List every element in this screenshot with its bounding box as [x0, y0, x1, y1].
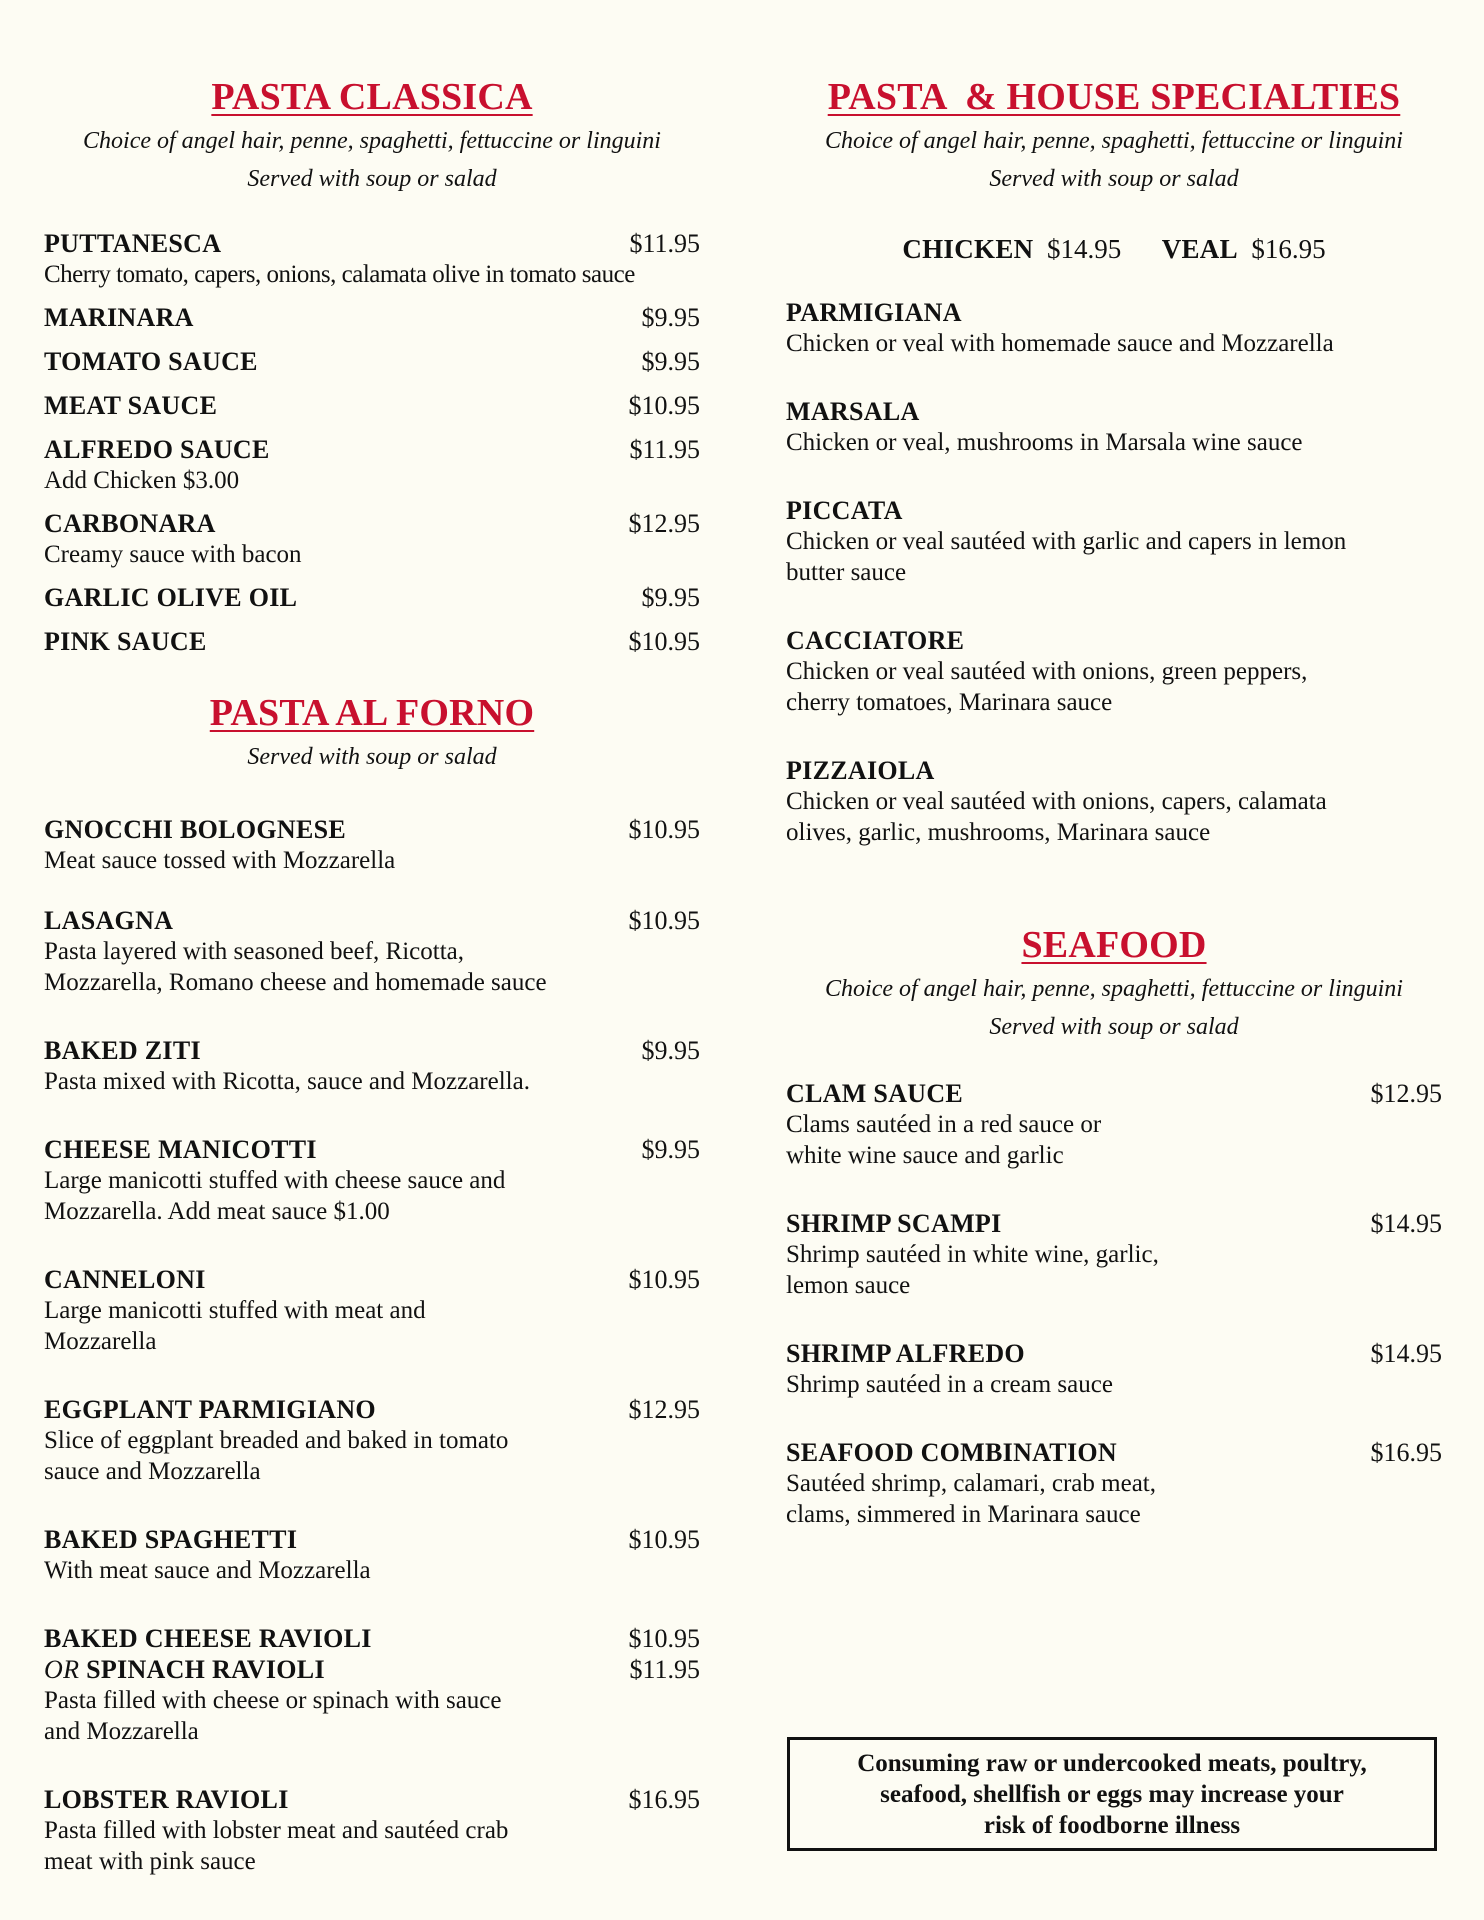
- item-price: $9.95: [641, 347, 700, 376]
- pasta-classica-item: [44, 346, 700, 377]
- pasta-al-forno-item: [44, 1035, 700, 1097]
- item-description: sauce and Mozzarella: [44, 1458, 261, 1485]
- item-price: $9.95: [641, 303, 700, 332]
- house-specialty-item: [786, 297, 1442, 359]
- seafood-subtitle-served: Served with soup or salad: [989, 1014, 1239, 1040]
- seafood-header: [786, 922, 1442, 1046]
- item-name: SHRIMP SCAMPI: [786, 1209, 1002, 1238]
- seafood-item: [786, 1208, 1442, 1301]
- pasta-al-forno-subtitle: Served with soup or salad: [247, 744, 497, 770]
- item-price: $11.95: [629, 1655, 700, 1684]
- chicken-price: $14.95: [1046, 234, 1122, 264]
- pasta-classica-subtitle-choice: Choice of angel hair, penne, spaghetti, fettuccine or linguini: [83, 128, 661, 154]
- item-name: CHEESE MANICOTTI: [44, 1135, 317, 1164]
- item-name: GARLIC OLIVE OIL: [44, 583, 298, 612]
- pasta-al-forno-item: [44, 1623, 700, 1747]
- item-description: Meat sauce tossed with Mozzarella: [44, 847, 396, 874]
- item-name: BAKED SPAGHETTI: [44, 1525, 298, 1554]
- pasta-classica-item: [44, 228, 700, 290]
- house-specialties-subtitle-choice: Choice of angel hair, penne, spaghetti, fettuccine or linguini: [825, 128, 1403, 154]
- item-description: Chicken or veal with homemade sauce and Mozzarella: [786, 330, 1334, 357]
- item-description: clams, simmered in Marinara sauce: [786, 1501, 1141, 1528]
- item-description: Slice of eggplant breaded and baked in tomato: [44, 1427, 509, 1454]
- item-description: white wine sauce and garlic: [786, 1142, 1064, 1169]
- item-price: $10.95: [628, 627, 700, 656]
- item-name: EGGPLANT PARMIGIANO: [44, 1395, 376, 1424]
- warning-line: risk of foodborne illness: [983, 1811, 1241, 1839]
- item-price: $12.95: [1370, 1079, 1442, 1108]
- item-name: SPINACH RAVIOLI: [86, 1655, 325, 1684]
- item-price: $11.95: [629, 435, 700, 464]
- item-name: MARINARA: [44, 303, 194, 332]
- item-description: Chicken or veal sautéed with onions, green peppers,: [786, 658, 1308, 685]
- item-price: $14.95: [1370, 1339, 1442, 1368]
- item-name: LASAGNA: [44, 906, 174, 935]
- house-specialty-item: [786, 625, 1442, 718]
- house-specialty-item: [786, 755, 1442, 848]
- item-description: Add Chicken $3.00: [44, 467, 240, 494]
- seafood-title: SEAFOOD: [1021, 924, 1207, 966]
- item-description: Chicken or veal sautéed with garlic and capers in lemon: [786, 528, 1347, 555]
- item-description: meat with pink sauce: [44, 1848, 256, 1875]
- pasta-classica-item: [44, 434, 700, 496]
- item-description: Chicken or veal sautéed with onions, capers, calamata: [786, 788, 1327, 815]
- pasta-classica-title: PASTA CLASSICA: [211, 76, 533, 118]
- item-description: cherry tomatoes, Marinara sauce: [786, 689, 1113, 716]
- house-specialties-subtitle-served: Served with soup or salad: [989, 166, 1239, 192]
- item-description: Cherry tomato, capers, onions, calamata olive in tomato sauce: [44, 261, 635, 288]
- item-description: and Mozzarella: [44, 1718, 199, 1745]
- item-price: $9.95: [641, 583, 700, 612]
- item-name: LOBSTER RAVIOLI: [44, 1785, 289, 1814]
- seafood-subtitle-choice: Choice of angel hair, penne, spaghetti, fettuccine or linguini: [825, 976, 1403, 1002]
- item-price: $14.95: [1370, 1209, 1442, 1238]
- item-name: PUTTANESCA: [44, 229, 222, 258]
- house-specialties-title: PASTA & HOUSE SPECIALTIES: [827, 76, 1401, 118]
- item-price: $10.95: [628, 1624, 700, 1653]
- item-description: Pasta filled with lobster meat and sautéed crab: [44, 1817, 509, 1844]
- item-description: Mozzarella: [44, 1328, 157, 1355]
- pasta-al-forno-item: [44, 1524, 700, 1586]
- item-description: Large manicotti stuffed with cheese sauce and: [44, 1167, 506, 1194]
- item-name: CACCIATORE: [786, 626, 965, 655]
- item-price: $16.95: [1370, 1438, 1442, 1467]
- item-description: Sautéed shrimp, calamari, crab meat,: [786, 1470, 1156, 1497]
- house-specialty-item: [786, 495, 1442, 588]
- item-price: $9.95: [641, 1036, 700, 1065]
- warning-line: Consuming raw or undercooked meats, poultry,: [857, 1749, 1367, 1777]
- item-name: MEAT SAUCE: [44, 391, 218, 420]
- item-description: Shrimp sautéed in white wine, garlic,: [786, 1241, 1159, 1268]
- item-description: With meat sauce and Mozzarella: [44, 1557, 371, 1584]
- item-name: BAKED CHEESE RAVIOLI: [44, 1624, 372, 1653]
- item-name: CLAM SAUCE: [786, 1079, 964, 1108]
- house-specialties-header: [786, 74, 1442, 198]
- item-price: $10.95: [628, 815, 700, 844]
- pasta-al-forno-item: [44, 1134, 700, 1227]
- item-price: $9.95: [641, 1135, 700, 1164]
- veal-price: $16.95: [1251, 234, 1326, 264]
- item-description: lemon sauce: [786, 1272, 911, 1299]
- house-specialty-item: [786, 396, 1442, 458]
- item-name: PIZZAIOLA: [786, 756, 935, 785]
- item-name: SEAFOOD COMBINATION: [786, 1438, 1117, 1467]
- pasta-al-forno-item: [44, 1264, 700, 1357]
- item-name: CARBONARA: [44, 509, 216, 538]
- item-price: $10.95: [628, 391, 700, 420]
- item-description: Mozzarella. Add meat sauce $1.00: [44, 1198, 390, 1225]
- item-description: Shrimp sautéed in a cream sauce: [786, 1371, 1113, 1398]
- pasta-classica-item: [44, 626, 700, 657]
- item-name: ALFREDO SAUCE: [44, 435, 270, 464]
- item-price: $12.95: [628, 509, 700, 538]
- item-description: Large manicotti stuffed with meat and: [44, 1297, 426, 1324]
- seafood-item: [786, 1338, 1442, 1400]
- chicken-label: CHICKEN: [902, 234, 1034, 264]
- seafood-item: [786, 1437, 1442, 1530]
- item-name: PINK SAUCE: [44, 627, 207, 656]
- pasta-classica-header: [44, 74, 700, 198]
- pasta-classica-item: [44, 582, 700, 613]
- item-description: Chicken or veal, mushrooms in Marsala wine sauce: [786, 429, 1303, 456]
- item-price: $16.95: [628, 1785, 700, 1814]
- item-name: GNOCCHI BOLOGNESE: [44, 815, 346, 844]
- item-name: PICCATA: [786, 496, 903, 525]
- pasta-al-forno-item: [44, 1784, 700, 1877]
- pasta-al-forno-title: PASTA AL FORNO: [209, 692, 535, 734]
- item-price: $10.95: [628, 906, 700, 935]
- item-description: Pasta filled with cheese or spinach with sauce: [44, 1687, 502, 1714]
- item-name: PARMIGIANA: [786, 298, 962, 327]
- item-price: $11.95: [629, 229, 700, 258]
- chicken-veal-pricing: [786, 232, 1442, 266]
- item-name: MARSALA: [786, 397, 920, 426]
- or-label: OR: [44, 1655, 80, 1684]
- warning-line: seafood, shellfish or eggs may increase your: [880, 1780, 1344, 1808]
- item-name: CANNELONI: [44, 1265, 206, 1294]
- item-description: Clams sautéed in a red sauce or: [786, 1111, 1102, 1138]
- item-description: olives, garlic, mushrooms, Marinara sauce: [786, 819, 1211, 846]
- item-price: $10.95: [628, 1525, 700, 1554]
- item-name: BAKED ZITI: [44, 1036, 201, 1065]
- item-description: butter sauce: [786, 559, 907, 586]
- item-price: $10.95: [628, 1265, 700, 1294]
- pasta-al-forno-item: [44, 814, 700, 876]
- pasta-classica-item: [44, 302, 700, 333]
- pasta-classica-subtitle-served: Served with soup or salad: [247, 166, 497, 192]
- item-description: Pasta layered with seasoned beef, Ricotta,: [44, 938, 464, 965]
- item-description: Mozzarella, Romano cheese and homemade sauce: [44, 969, 547, 996]
- item-description: Pasta mixed with Ricotta, sauce and Mozzarella.: [44, 1068, 530, 1095]
- pasta-classica-item: [44, 390, 700, 421]
- food-safety-warning: [787, 1737, 1437, 1851]
- item-name: SHRIMP ALFREDO: [786, 1339, 1025, 1368]
- item-price: $12.95: [628, 1395, 700, 1424]
- pasta-al-forno-item: [44, 1394, 700, 1487]
- item-name: TOMATO SAUCE: [44, 347, 258, 376]
- pasta-al-forno-item: [44, 905, 700, 998]
- veal-label: VEAL: [1161, 234, 1238, 264]
- pasta-classica-item: [44, 508, 700, 570]
- seafood-item: [786, 1078, 1442, 1171]
- item-description: Creamy sauce with bacon: [44, 541, 302, 568]
- pasta-al-forno-header: [44, 690, 700, 776]
